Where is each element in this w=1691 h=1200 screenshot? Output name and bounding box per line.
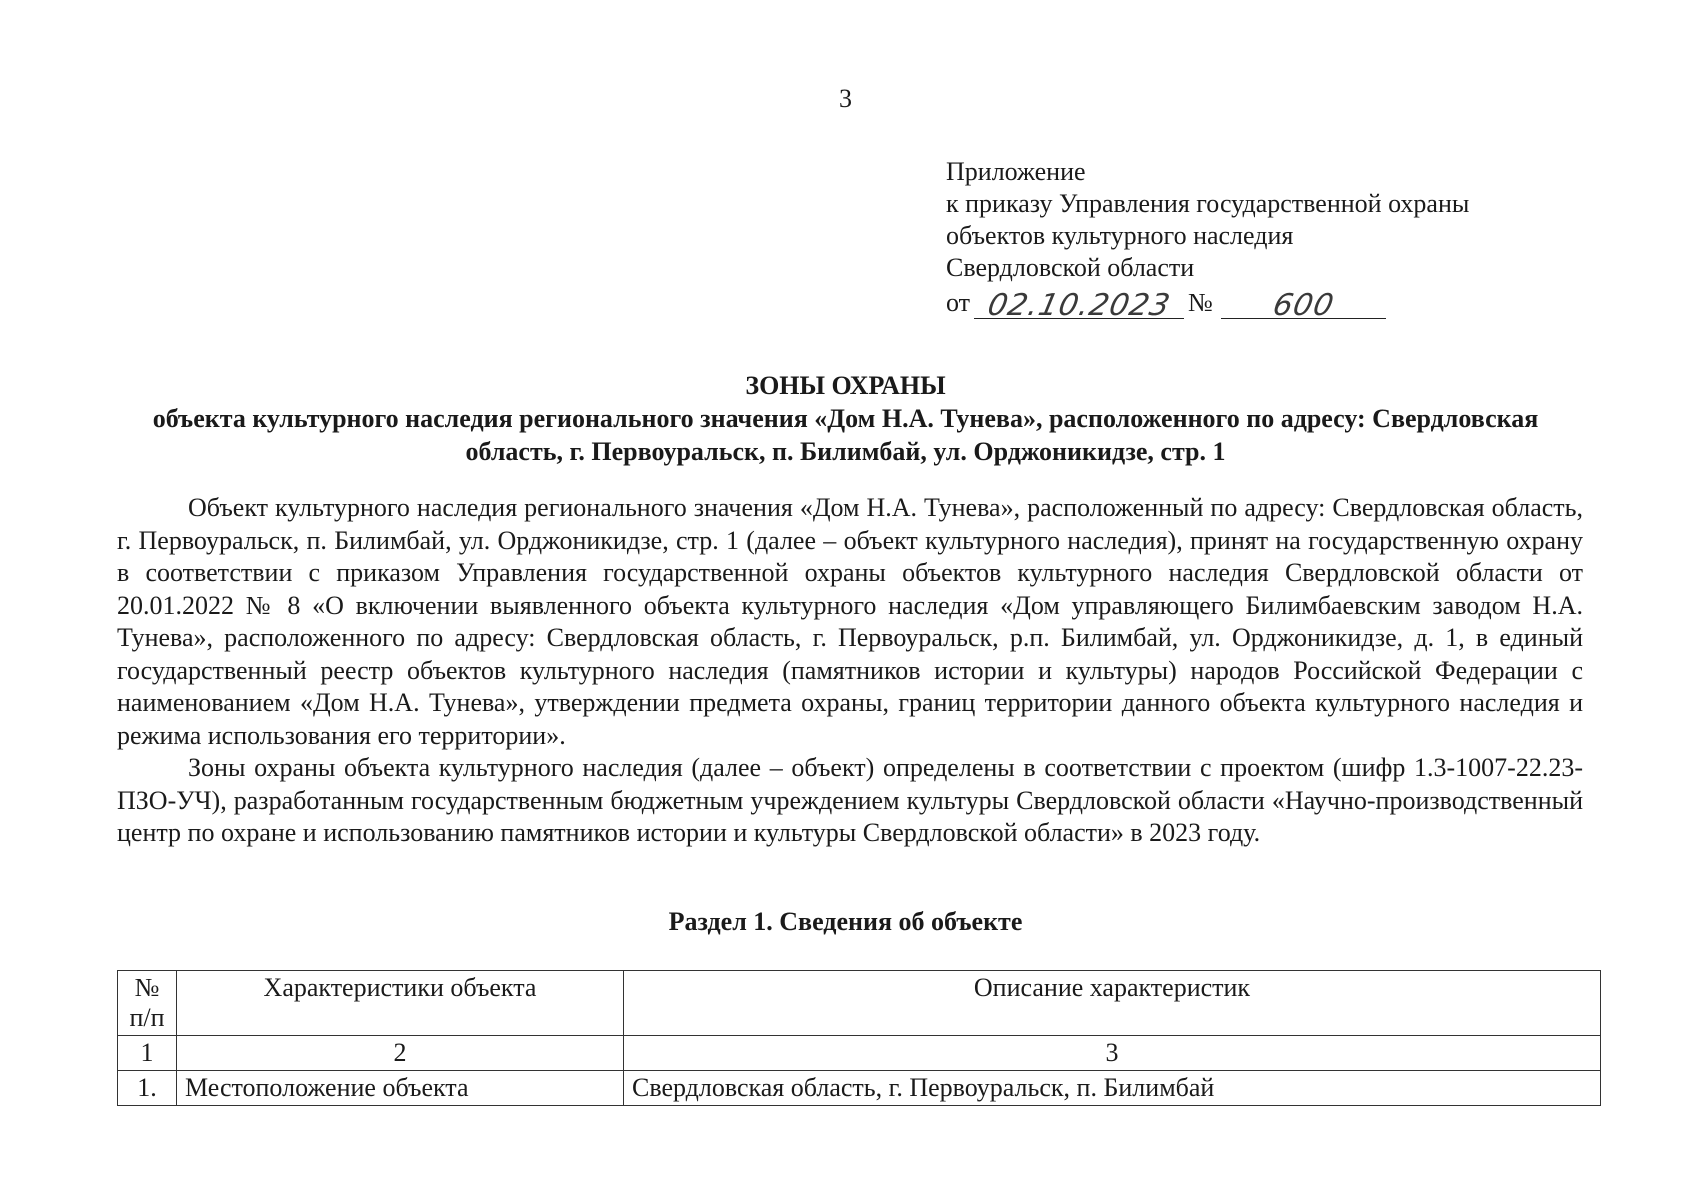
paragraph: Зоны охраны объекта культурного наследия (далее – объект) определены в соответствии с проектом (шифр 1.3-1007-22.23-ПЗО-УЧ), разработанным государственным бюджетным учреждением культуры Свердловской области «Научно-производственный центр по охране и использованию памятников истории и культуры Свердловской области» в 2023 году. xyxy=(117,753,1583,847)
table-header-cell: Описание характеристик xyxy=(624,971,1601,1036)
table-header-cell: Характеристики объекта xyxy=(177,971,624,1036)
appendix-line: Свердловской области xyxy=(946,253,1195,282)
order-date-number-line xyxy=(946,284,1646,323)
section-heading: Раздел 1. Сведения об объекте xyxy=(668,907,1023,936)
table-cell: 2 xyxy=(177,1036,624,1071)
date-prefix: от xyxy=(946,288,971,317)
table-header-cell: № п/п xyxy=(118,971,177,1036)
number-sign: № xyxy=(1188,288,1213,317)
appendix-line: объектов культурного наследия xyxy=(946,221,1294,250)
paragraph: Объект культурного наследия регионального значения «Дом Н.А. Тунева», расположенный по адресу: Свердловская область, г. Первоуральск, п. Билимбай, ул. Орджоникидзе, стр. 1 (далее – объект культурного наследия), принят на государственную охрану в соответствии с приказом Управления государственной охраны объектов культурного наследия Свердловской области от 20.01.2022 № 8 «О включении выявленного объекта культурного наследия «Дом управляющего Билимбаевским заводом Н.А. Тунева», расположенного по адресу: Свердловская область, г. Первоуральск, р.п. Билимбай, ул. Орджоникидзе, д. 1, в единый государственный реестр объектов культурного наследия (памятников истории и культуры) народов Российской Федерации с наименованием «Дом Н.А. Тунева», утверждении предмета охраны, границ территории данного объекта культурного наследия и режима использования его территории». xyxy=(117,493,1583,750)
appendix-line: к приказу Управления государственной охраны xyxy=(946,189,1470,218)
appendix-block xyxy=(946,156,1646,323)
order-number-field xyxy=(1221,284,1386,323)
table-cell: 3 xyxy=(624,1036,1601,1071)
order-date-handwritten: 02.10.2023 xyxy=(984,288,1174,323)
order-date-field xyxy=(974,284,1184,323)
order-number-handwritten: 600 xyxy=(1269,288,1338,323)
table-row xyxy=(118,1071,1601,1106)
table-numbering-row xyxy=(118,1036,1601,1071)
table-header-row xyxy=(118,971,1601,1036)
table-cell: Свердловская область, г. Первоуральск, п. Билимбай xyxy=(624,1071,1601,1106)
document-subtitle: объекта культурного наследия регионального значения «Дом Н.А. Тунева», расположенного по адресу: Свердловская область, г. Первоуральск, п. Билимбай, ул. Орджоникидзе, стр. 1 xyxy=(152,404,1539,466)
table-cell: Местоположение объекта xyxy=(177,1071,624,1106)
document-body xyxy=(117,492,1583,850)
table-cell: 1. xyxy=(118,1071,177,1106)
page-number: 3 xyxy=(839,84,852,113)
object-info-table xyxy=(117,970,1601,1106)
document-title: ЗОНЫ ОХРАНЫ xyxy=(745,371,946,400)
appendix-line: Приложение xyxy=(946,157,1086,186)
table-cell: 1 xyxy=(118,1036,177,1071)
